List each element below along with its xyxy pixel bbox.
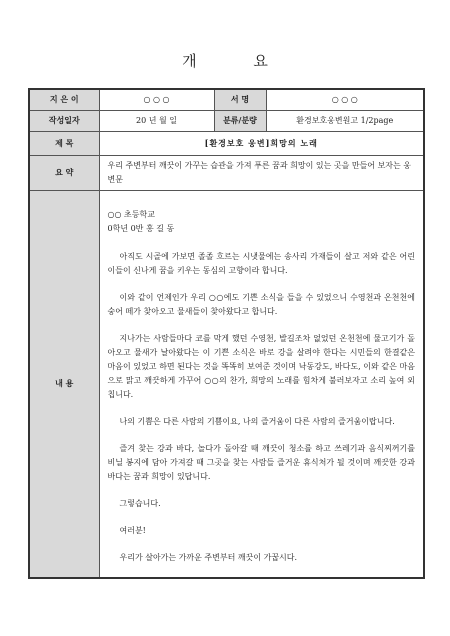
paragraph-2: 이와 같이 언제인가 우리 ○○에도 기쁜 소식을 들을 수 있었으니 수영천과 온천천에 숭어 떼가 찾아오고 물새들이 찾아왔다고 합니다. — [107, 293, 415, 317]
overview-form — [28, 88, 425, 579]
date-value: 20 년 월 일 — [99, 110, 214, 131]
signature-value: ○ ○ ○ — [266, 89, 424, 110]
author-label: 지 은 이 — [29, 89, 99, 110]
paragraph-1: 아직도 시골에 가보면 졸졸 흐르는 시냇물에는 송사리 가재들이 살고 저와 같은 어린이들이 신나게 꿈을 키우는 동심의 고향이라 합니다. — [107, 252, 415, 276]
document-title: 개 요 — [182, 52, 294, 70]
signature-label: 서 명 — [214, 89, 266, 110]
category-label: 분류/분량 — [214, 110, 266, 131]
paragraph-5: 즐겨 찾는 강과 바다, 놀다가 돌아갈 때 깨끗이 청소를 하고 쓰레기과 음식찌꺼기를 비닐 봉지에 담아 가져갈 때 그곳을 찾는 사람들 즐거운 휴식처가 될 것이며 깨끗한 강과 바다는 꿈과 희망이 있답니다. — [107, 444, 415, 482]
school-name: ○○ 초등학교 — [107, 210, 155, 220]
title-label: 제 목 — [29, 131, 99, 155]
paragraph-6: 그렇습니다. — [119, 499, 161, 509]
class-name: 0학년 0반 홍 길 동 — [107, 224, 175, 234]
paragraph-8: 우리가 살아가는 가까운 주변부터 깨끗이 가꿉시다. — [119, 553, 298, 563]
content-label: 내 용 — [29, 190, 99, 578]
category-value: 환경보호웅변원고 1/2page — [266, 110, 424, 131]
paragraph-7: 여러분! — [119, 526, 146, 536]
summary-text: 우리 주변부터 깨끗이 가꾸는 습관을 가져 푸른 꿈과 희망이 있는 곳을 만들어 보자는 웅변문 — [99, 155, 424, 190]
content-body — [99, 190, 424, 578]
author-value: ○ ○ ○ — [99, 89, 214, 110]
date-label: 작성일자 — [29, 110, 99, 131]
author-block — [108, 208, 416, 236]
paragraph-4: 나의 기쁨은 다른 사람의 기쁨이요, 나의 즐거움이 다른 사람의 즐거움이랍니다. — [119, 417, 395, 427]
speech-title: [환경보호 웅변]희망의 노래 — [99, 131, 424, 155]
summary-label: 요 약 — [29, 155, 99, 190]
paragraph-3: 지나가는 사람들마다 코를 막게 했던 수영천, 발길조차 없었던 온천천에 물고기가 돌아오고 물새가 날아왔다는 이 기쁜 소식은 바로 강을 살려야 한다는 시민들의 한결같은 마음이 있었고 하면 된다는 것을 똑똑히 보여준 것이며 낙동강도, 바다도, 이와 같은 마음으로 맑고 깨끗하게 가꾸어 ○○의 찬가, 희망의 노래를 힘차게 불러보자고 소리 높여 외칩니다. — [107, 334, 415, 400]
